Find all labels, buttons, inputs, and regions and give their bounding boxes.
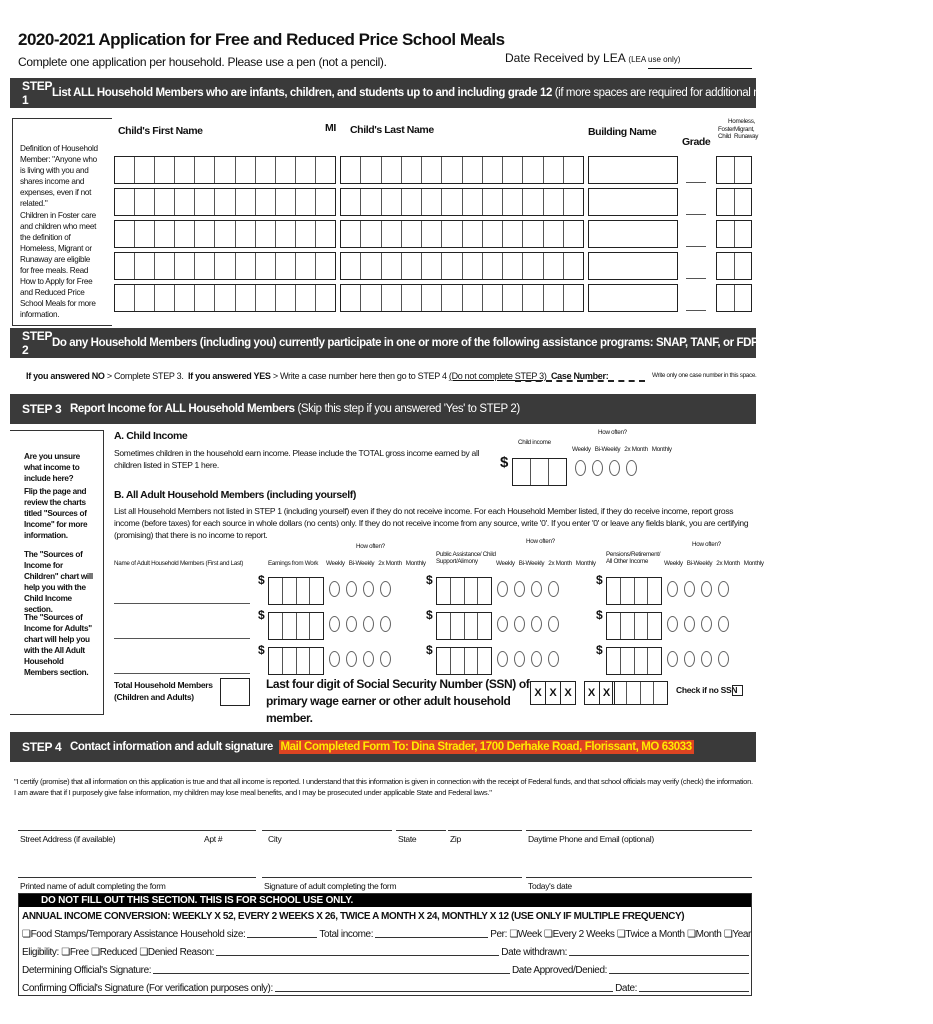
step4-bar [10, 732, 756, 762]
freq-label: Bi-Weekly [518, 560, 545, 567]
dollar-sign: $ [500, 454, 509, 471]
col-building: Building Name [588, 126, 657, 138]
work-income-field[interactable] [268, 577, 324, 605]
freq-label: 2x Month [624, 446, 648, 453]
col-mi: MI [325, 122, 336, 134]
building-name-field[interactable] [588, 284, 678, 312]
work-freq-circles[interactable] [326, 616, 394, 634]
ssn-field[interactable] [530, 681, 614, 705]
freq-label: 2x Month [378, 560, 402, 567]
adult-income-title: B. All Adult Household Members (including yourself) [114, 489, 356, 501]
total-members-field[interactable] [220, 678, 250, 706]
street-label: Street Address (if available) [20, 834, 116, 844]
freq-label: Weekly [326, 560, 345, 567]
work-freq-labels [326, 560, 430, 567]
dollar-sign: $ [426, 608, 433, 622]
city-field[interactable] [262, 830, 392, 831]
phone-field[interactable] [526, 830, 752, 831]
household-definition-note: Definition of Household Member: "Anyone who is living with you and shares income and expenses, even if not related." [20, 144, 98, 208]
freq-label: Bi-Weekly [594, 446, 621, 453]
grade-field[interactable] [686, 246, 706, 247]
date-received-field[interactable] [648, 68, 752, 69]
step3-bar [10, 394, 756, 424]
public-income-field[interactable] [436, 612, 492, 640]
public-freq-labels [496, 560, 600, 567]
child-income-text: Sometimes children in the household earn income. Please include the TOTAL gross income earned by all children listed in STEP 1 here. [114, 448, 480, 470]
freq-label: Bi-Weekly [348, 560, 375, 567]
public-income-field[interactable] [436, 577, 492, 605]
public-how-often: How often? [526, 538, 555, 545]
public-income-field[interactable] [436, 647, 492, 675]
work-income-field[interactable] [268, 612, 324, 640]
school-use-box [18, 893, 752, 996]
pension-income-field[interactable] [606, 647, 662, 675]
child-income-title: A. Child Income [114, 430, 188, 442]
status-checkboxes[interactable] [716, 252, 752, 280]
dollar-sign: $ [258, 608, 265, 622]
pension-freq-circles[interactable] [664, 581, 732, 599]
ssn-x: X [530, 681, 546, 705]
work-income-field[interactable] [268, 647, 324, 675]
signature-field[interactable] [262, 877, 522, 878]
form-subtitle: Complete one application per household. Please use a pen (not a pencil). [18, 55, 387, 69]
case-number-field[interactable] [515, 380, 645, 382]
school-use-head: DO NOT FILL OUT THIS SECTION. THIS IS FOR SCHOOL USE ONLY. [19, 894, 751, 907]
step3-label: STEP 3 [22, 402, 62, 416]
child-last-name-field[interactable] [340, 252, 584, 280]
col-adult-name: Name of Adult Household Members (First and Last) [114, 560, 244, 567]
public-freq-circles[interactable] [494, 581, 562, 599]
col-public: Public Assistance/ Child Support/Alimony [436, 551, 496, 565]
step2-label: STEP 2 [22, 329, 52, 357]
child-first-name-field[interactable] [114, 284, 336, 312]
child-first-name-field[interactable] [114, 220, 336, 248]
ssn-digits-field[interactable] [612, 681, 668, 705]
child-first-name-field[interactable] [114, 156, 336, 184]
col-grade: Grade [682, 136, 711, 148]
status-checkboxes[interactable] [716, 156, 752, 184]
freq-label: Monthly [743, 560, 764, 567]
building-name-field[interactable] [588, 156, 678, 184]
child-how-often: How often? [598, 429, 627, 436]
step3-side-4: The "Sources of Income for Adults" chart will help you with the All Adult Household Members section. [24, 613, 92, 677]
school-line-2: Eligibility: ❏Free ❏Reduced ❏Denied Reason: Date withdrawn: [19, 940, 751, 958]
total-members-label: Total Household Members (Children and Adults) [114, 680, 213, 702]
adult-income-text: List all Household Members not listed in STEP 1 (including yourself) even if they do not receive income. For each Household Member listed, if they do receive income, report gross income (before taxes) for each source in whole dollars (no cents) only. If they do not receive income from any source, write '0'. If you enter '0' or leave any fields blank, you are certifying (promising) that there is no income to report. [114, 506, 749, 540]
date-received-label: Date Received by LEA (LEA use only) [505, 51, 681, 65]
adult-name-field[interactable] [114, 638, 250, 639]
school-line-3: Determining Official's Signature: Date Approved/Denied: [19, 958, 751, 976]
freq-label: Monthly [405, 560, 426, 567]
building-name-field[interactable] [588, 220, 678, 248]
dollar-sign: $ [426, 643, 433, 657]
child-freq-labels [572, 446, 676, 453]
child-first-name-field[interactable] [114, 188, 336, 216]
child-last-name-field[interactable] [340, 220, 584, 248]
no-ssn-label: Check if no SSN [676, 685, 738, 695]
city-label: City [268, 834, 282, 844]
col-last-name: Child's Last Name [350, 124, 434, 136]
grade-field[interactable] [686, 214, 706, 215]
step2-instructions: If you answered NO > Complete STEP 3. If you answered YES > Write a case number here then go to STEP 4 (Do not complete STEP 3) Case Number: [26, 371, 609, 381]
status-checkboxes[interactable] [716, 188, 752, 216]
dollar-sign: $ [258, 643, 265, 657]
grade-field[interactable] [686, 278, 706, 279]
step3-side-3: The "Sources of Income for Children" chart will help you with the Child Income section. [24, 550, 93, 614]
street-field[interactable] [18, 830, 256, 831]
col-foster: Foster Child [718, 126, 735, 140]
work-how-often: How often? [356, 543, 385, 550]
dollar-sign: $ [258, 573, 265, 587]
pension-income-field[interactable] [606, 577, 662, 605]
building-name-field[interactable] [588, 252, 678, 280]
form-title: 2020-2021 Application for Free and Reduced Price School Meals [18, 30, 505, 49]
child-last-name-field[interactable] [340, 188, 584, 216]
ssn-x: X [560, 681, 576, 705]
dollar-sign: $ [596, 643, 603, 657]
zip-field[interactable] [448, 830, 522, 831]
col-migrant: Migrant, Runaway [734, 126, 759, 140]
state-label: State [398, 834, 417, 844]
ssn-x: X [545, 681, 561, 705]
apt-label: Apt # [204, 834, 223, 844]
case-number-note: Write only one case number in this space. [652, 372, 757, 379]
zip-label: Zip [450, 834, 461, 844]
certify-statement: "I certify (promise) that all information on this application is true and that all income is reported. I understand that this information is given in connection with the receipt of Federal funds, and that school officials may verify (check) the information. I am aware that if I purposely give false information, my children may lose meal benefits, and I may be prosecuted under applicable State and Federal laws." [14, 777, 753, 797]
freq-label: Weekly [572, 446, 591, 453]
child-freq-circles[interactable] [572, 460, 640, 478]
freq-label: Monthly [651, 446, 672, 453]
pension-freq-circles[interactable] [664, 651, 732, 669]
work-freq-circles[interactable] [326, 581, 394, 599]
freq-label: 2x Month [548, 560, 572, 567]
grade-field[interactable] [686, 182, 706, 183]
todays-date-label: Today's date [528, 881, 572, 891]
step2-text: Do any Household Members (including you) currently participate in one or more of the following assistance programs: SNAP, TANF, or FDPIR? Circle one: Yes / No [51, 337, 872, 349]
pension-freq-labels [664, 560, 768, 567]
dollar-sign: $ [596, 573, 603, 587]
child-last-name-field[interactable] [340, 284, 584, 312]
step4-text: Contact information and adult signature Mail Completed Form To: Dina Strader, 1700 Derhake Road, Florissant, MO 63033 [70, 741, 692, 753]
col-pension: Pensions/Retirement/ All Other Income [606, 551, 661, 565]
printed-name-field[interactable] [18, 877, 256, 878]
school-line-1: ❏Food Stamps/Temporary Assistance Household size: Total income: Per: ❏Week ❏Every 2 Weeks ❏Twice a Month ❏Month ❏Year [22, 929, 751, 940]
freq-label: Weekly [496, 560, 515, 567]
work-freq-circles[interactable] [326, 651, 394, 669]
no-ssn-checkbox[interactable] [732, 685, 743, 696]
col-homeless: Homeless, [728, 118, 756, 125]
public-freq-circles[interactable] [494, 616, 562, 634]
col-first-name: Child's First Name [118, 125, 203, 137]
step1-label: STEP 1 [22, 79, 52, 107]
step4-label: STEP 4 [22, 740, 62, 754]
public-freq-circles[interactable] [494, 651, 562, 669]
building-name-field[interactable] [588, 188, 678, 216]
child-last-name-field[interactable] [340, 156, 584, 184]
pension-how-often: How often? [692, 541, 721, 548]
child-first-name-field[interactable] [114, 252, 336, 280]
phone-label: Daytime Phone and Email (optional) [528, 834, 654, 844]
freq-label: Monthly [575, 560, 596, 567]
status-checkboxes[interactable] [716, 220, 752, 248]
grade-field[interactable] [686, 310, 706, 311]
freq-label: Bi-Weekly [686, 560, 713, 567]
col-work: Earnings from Work [268, 560, 319, 567]
status-checkboxes[interactable] [716, 284, 752, 312]
dollar-sign: $ [426, 573, 433, 587]
signature-label: Signature of adult completing the form [264, 881, 397, 891]
dollar-sign: $ [596, 608, 603, 622]
step3-text: Report Income for ALL Household Members (Skip this step if you answered 'Yes' to STEP 2) [70, 403, 520, 415]
step1-bar [10, 78, 933, 108]
pension-freq-circles[interactable] [664, 616, 732, 634]
school-line-4: Confirming Official's Signature (For verification purposes only): Date: [19, 976, 751, 994]
child-income-field[interactable] [512, 458, 567, 486]
mail-to: Mail Completed Form To: Dina Strader, 1700 Derhake Road, Florissant, MO 63033 [280, 741, 692, 753]
printed-name-label: Printed name of adult completing the form [20, 881, 166, 891]
ssn-x: X [599, 681, 615, 705]
income-conversion: ANNUAL INCOME CONVERSION: WEEKLY X 52, EVERY 2 WEEKS X 26, TWICE A MONTH X 24, MONTHLY X 12 (USE ONLY IF MULTIPLE FREQUENCY) [22, 911, 685, 922]
step2-bar [10, 328, 872, 358]
pension-income-field[interactable] [606, 612, 662, 640]
step3-side-2: Flip the page and review the charts titled "Sources of Income" for more information. [24, 487, 88, 540]
freq-label: 2x Month [716, 560, 740, 567]
child-income-label: Child income [518, 439, 551, 446]
step1-text: List ALL Household Members who are infants, children, and students up to and including grade 12 (if more spaces are required for additional names, attach another sheet of paper) [51, 87, 933, 99]
state-field[interactable] [396, 830, 446, 831]
freq-label: Weekly [664, 560, 683, 567]
step3-side-1: Are you unsure what income to include here? [24, 452, 80, 483]
todays-date-field[interactable] [526, 877, 752, 878]
ssn-x: X [584, 681, 600, 705]
adult-name-field[interactable] [114, 603, 250, 604]
adult-name-field[interactable] [114, 673, 250, 674]
foster-note: Children in Foster care and children who meet the definition of Homeless, Migrant or Runaway are eligible for free meals. Read How to Apply for Free and Reduced Price School Meals for more information. [20, 211, 97, 319]
ssn-label: Last four digit of Social Security Number (SSN) of primary wage earner or other adult household member. [266, 677, 530, 725]
